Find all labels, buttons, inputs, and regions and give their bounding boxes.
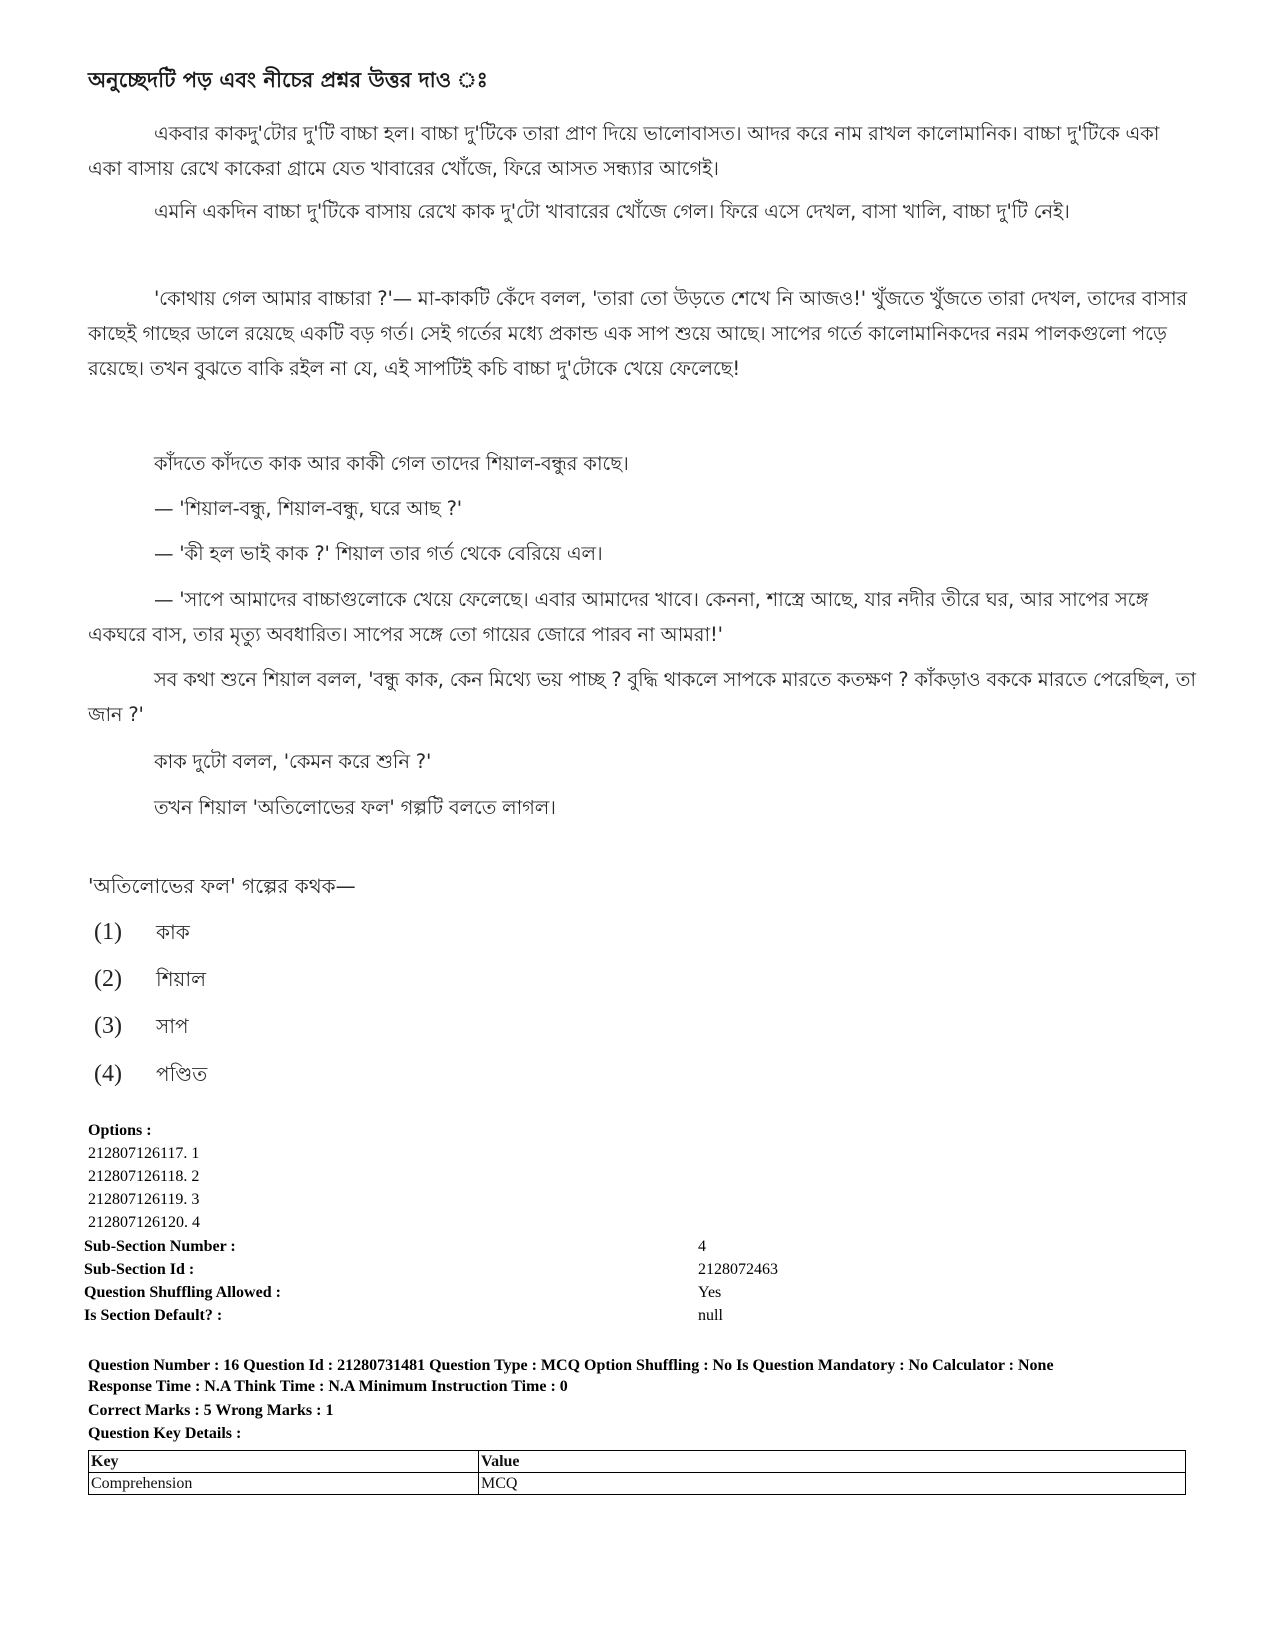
choice-number: (2) xyxy=(94,966,122,992)
passage-paragraph: — 'সাপে আমাদের বাচ্চাগুলোকে খেয়ে ফেলেছে। এবার আমাদের খাবে। কেননা, শাস্ত্রে আছে, যার নদীর তীরে ঘর, আর সাপের সঙ্গে একঘরে বাস, তার মৃত্যু অবধারিত। সাপের সঙ্গে তো গায়ের জোরে পারব না আমরা!' xyxy=(88,588,1149,646)
section-default-label: Is Section Default? : xyxy=(84,1307,223,1324)
subsection-number-label: Sub-Section Number : xyxy=(84,1238,236,1255)
passage-paragraph: কাঁদতে কাঁদতে কাক আর কাকী গেল তাদের শিয়াল-বন্ধুর কাছে। xyxy=(154,452,629,475)
choice-number: (3) xyxy=(94,1013,122,1039)
choice-label: শিয়াল xyxy=(156,967,207,991)
choice-number: (1) xyxy=(94,919,122,945)
shuffling-allowed-value: Yes xyxy=(698,1284,722,1301)
question-info-line2: Response Time : N.A Think Time : N.A Minimum Instruction Time : 0 xyxy=(88,1378,568,1395)
subsection-id-value: 2128072463 xyxy=(698,1261,778,1278)
question-info-line1: Question Number : 16 Question Id : 21280731481 Question Type : MCQ Option Shuffling : No Is Question Mandatory : No Calculator : None xyxy=(88,1357,1054,1374)
table-header-value: Value xyxy=(479,1451,1186,1473)
passage-paragraph: — 'কী হল ভাই কাক ?' শিয়াল তার গর্ত থেকে বেরিয়ে এল। xyxy=(154,542,603,565)
passage-paragraph: সব কথা শুনে শিয়াল বলল, 'বন্ধু কাক, কেন মিথ্যে ভয় পাচ্ছ ? বুদ্ধি থাকলে সাপকে মারতে কতক্ষণ ? কাঁকড়াও বককে মারতে পেরেছিল, তা জান ?' xyxy=(88,668,1196,726)
passage-heading: অনুচ্ছেদটি পড় এবং নীচের প্রশ্নর উত্তর দাও ঃ xyxy=(88,68,488,92)
key-details-table xyxy=(88,1450,1186,1495)
option-id: 212807126118. 2 xyxy=(88,1168,200,1185)
choice-label: কাক xyxy=(156,920,190,944)
subsection-id-label: Sub-Section Id : xyxy=(84,1261,195,1278)
choice-label: সাপ xyxy=(156,1014,189,1038)
passage-paragraph: — 'শিয়াল-বন্ধু, শিয়াল-বন্ধু, ঘরে আছ ?' xyxy=(154,497,462,520)
passage-paragraph: তখন শিয়াল 'অতিলোভের ফল' গল্পটি বলতে লাগল। xyxy=(154,796,556,819)
passage-paragraph: একবার কাকদু'টোর দু'টি বাচ্চা হল। বাচ্চা দু'টিকে তারা প্রাণ দিয়ে ভালোবাসত। আদর করে নাম রাখল কালোমানিক। বাচ্চা দু'টিকে একা একা বাসায় রেখে কাকেরা গ্রামে যেত খাবারের খোঁজে, ফিরে আসত সন্ধ্যার আগেই। xyxy=(88,122,1160,180)
choice-4 xyxy=(94,1060,207,1093)
key-details-label: Question Key Details : xyxy=(88,1425,242,1442)
choice-2 xyxy=(94,965,206,998)
choice-label: পণ্ডিত xyxy=(156,1062,208,1086)
marks-info: Correct Marks : 5 Wrong Marks : 1 xyxy=(88,1402,334,1419)
passage-paragraph: কাক দুটো বলল, 'কেমন করে শুনি ?' xyxy=(154,750,432,773)
choice-3 xyxy=(94,1012,189,1045)
table-cell-value: MCQ xyxy=(479,1473,1186,1495)
option-id: 212807126117. 1 xyxy=(88,1145,200,1162)
choice-number: (4) xyxy=(94,1061,122,1087)
passage-paragraph: 'কোথায় গেল আমার বাচ্চারা ?'— মা-কাকটি কেঁদে বলল, 'তারা তো উড়তে শেখে নি আজও!' খুঁজতে খুঁজতে তারা দেখল, তাদের বাসার কাছেই গাছের ডালে রয়েছে একটি বড় গর্ত। সেই গর্তের মধ্যে প্রকান্ড এক সাপ শুয়ে আছে। সাপের গর্তে কালোমানিকদের নরম পালকগুলো পড়ে রয়েছে। তখন বুঝতে বাকি রইল না যে, এই সাপটিই কচি বাচ্চা দু'টোকে খেয়ে ফেলেছে! xyxy=(88,287,1187,380)
table-cell-key: Comprehension xyxy=(89,1473,479,1495)
shuffling-allowed-label: Question Shuffling Allowed : xyxy=(84,1284,281,1301)
section-default-value: null xyxy=(698,1307,723,1324)
table-row xyxy=(89,1473,1186,1495)
subsection-number-value: 4 xyxy=(698,1238,706,1255)
table-header-row xyxy=(89,1451,1186,1473)
option-id: 212807126119. 3 xyxy=(88,1191,200,1208)
passage-paragraph: এমনি একদিন বাচ্চা দু'টিকে বাসায় রেখে কাক দু'টো খাবারের খোঁজে গেল। ফিরে এসে দেখল, বাসা খালি, বাচ্চা দু'টি নেই। xyxy=(154,200,1070,223)
choice-1 xyxy=(94,918,190,951)
question-text: 'অতিলোভের ফল' গল্পের কথক— xyxy=(88,874,356,898)
options-label: Options : xyxy=(88,1122,152,1139)
table-header-key: Key xyxy=(89,1451,479,1473)
option-id: 212807126120. 4 xyxy=(88,1214,200,1231)
